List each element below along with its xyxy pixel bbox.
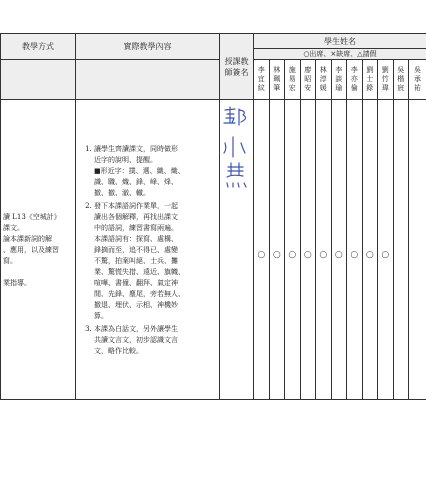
method-line: 論本課新詞的解 <box>3 235 52 243</box>
method-line: 讀 L13《空城計》 <box>3 213 61 221</box>
attendance-mark <box>393 100 409 400</box>
content-item <box>94 201 217 322</box>
method-header: 教學方式 <box>1 34 76 60</box>
student-name-text: 李亦倫 <box>350 66 358 92</box>
student-name <box>409 60 426 100</box>
content-line: 閒、先鋒、塵尾，旁若無人、 <box>94 289 185 298</box>
attendance-mark: ○ <box>300 100 316 400</box>
method-line: 寫。 <box>3 257 17 265</box>
content-line: 中的語詞，練習書寫兩遍。 <box>94 223 178 232</box>
attendance-mark: ○ <box>378 100 394 400</box>
student-name-text: 林淳媛 <box>319 66 327 92</box>
student-name-text: 施易宏 <box>288 66 296 92</box>
attendance-mark: ○ <box>347 100 363 400</box>
method-line <box>3 267 75 278</box>
content-line: 文，略作比較。 <box>94 346 143 355</box>
content-header-spacer <box>76 60 220 100</box>
signature-header <box>220 34 254 100</box>
attendance-mark <box>409 100 426 400</box>
student-name <box>393 60 409 100</box>
content-line: 撤、撤、澈、轍。 <box>94 188 150 197</box>
signature-header-text: 授課教師簽名 <box>224 56 249 77</box>
attendance-mark: ○ <box>285 100 301 400</box>
method-line: 、應用，以及練習 <box>3 246 59 254</box>
student-name-text: 林珮筆 <box>273 66 281 92</box>
student-name-text: 劉士錄 <box>366 66 374 92</box>
teacher-signature <box>219 105 259 190</box>
content-line: 3. 本課為白話文，另外讓學生 <box>94 324 178 333</box>
students-header <box>254 34 426 49</box>
student-name <box>269 60 285 100</box>
content-line: 讀出各個解釋，再找出課文 <box>94 212 178 221</box>
student-name <box>378 60 394 100</box>
legend: ○出席、×缺席、△請假 <box>254 49 426 60</box>
students-title: 學生姓名 <box>324 36 356 46</box>
method-line: 課文。 <box>3 224 24 232</box>
attendance-mark: ○ <box>254 100 270 400</box>
content-line: 識、職、熾、鋒、峰、烽、 <box>94 177 178 186</box>
student-name-text: 吳楷宸 <box>397 66 405 92</box>
content-line: 喧嘩、書僮、翻拜、氣定神 <box>94 278 178 287</box>
student-name <box>316 60 332 100</box>
student-name <box>285 60 301 100</box>
content-line: 1. 讓學生齊讀課文，同時做形 <box>94 144 178 153</box>
content-item <box>94 324 217 357</box>
student-name-text: 廖昭安 <box>304 66 312 92</box>
content-line: 業、驚慌失措、遠近、旗幟、 <box>94 267 185 276</box>
attendance-mark: ○ <box>269 100 285 400</box>
student-name <box>254 60 270 100</box>
content-line: 本課語詞有：探寫、處構、 <box>94 234 178 243</box>
content-line: 近字的說明、提醒。 <box>94 155 157 164</box>
student-name <box>347 60 363 100</box>
student-name-text: 李談瑜 <box>335 66 343 92</box>
method-cell <box>1 100 76 400</box>
student-name-text: 劉竹瑋 <box>381 66 389 92</box>
content-list <box>76 144 217 357</box>
content-item <box>94 144 217 199</box>
content-line: 2. 發下本課語詞作業單，一起 <box>94 201 178 210</box>
content-header: 實際教學內容 <box>76 34 220 60</box>
method-header-spacer <box>1 60 76 100</box>
content-line: ■形近字：撲、選、織、熾、 <box>94 166 185 175</box>
content-line: 共讀文言文，初步認識文言 <box>94 335 178 344</box>
content-cell <box>76 100 220 400</box>
student-name <box>331 60 347 100</box>
student-name <box>300 60 316 100</box>
attendance-mark: ○ <box>316 100 332 400</box>
student-name-text: 吳承祐 <box>414 66 421 92</box>
content-line: 鋒摘而至，追不得已、處變 <box>94 245 178 254</box>
lesson-table <box>0 33 426 400</box>
content-line: 不驚，拍案叫絕、士兵、攤 <box>94 256 178 265</box>
attendance-mark: ○ <box>362 100 378 400</box>
attendance-mark: ○ <box>331 100 347 400</box>
student-name <box>362 60 378 100</box>
method-line: 業指導。 <box>3 279 31 287</box>
student-name-text: 李宜紋 <box>257 66 265 92</box>
content-line: 算。 <box>94 311 108 320</box>
content-line: 撤退、埋伏、示相、神機妙 <box>94 300 178 309</box>
